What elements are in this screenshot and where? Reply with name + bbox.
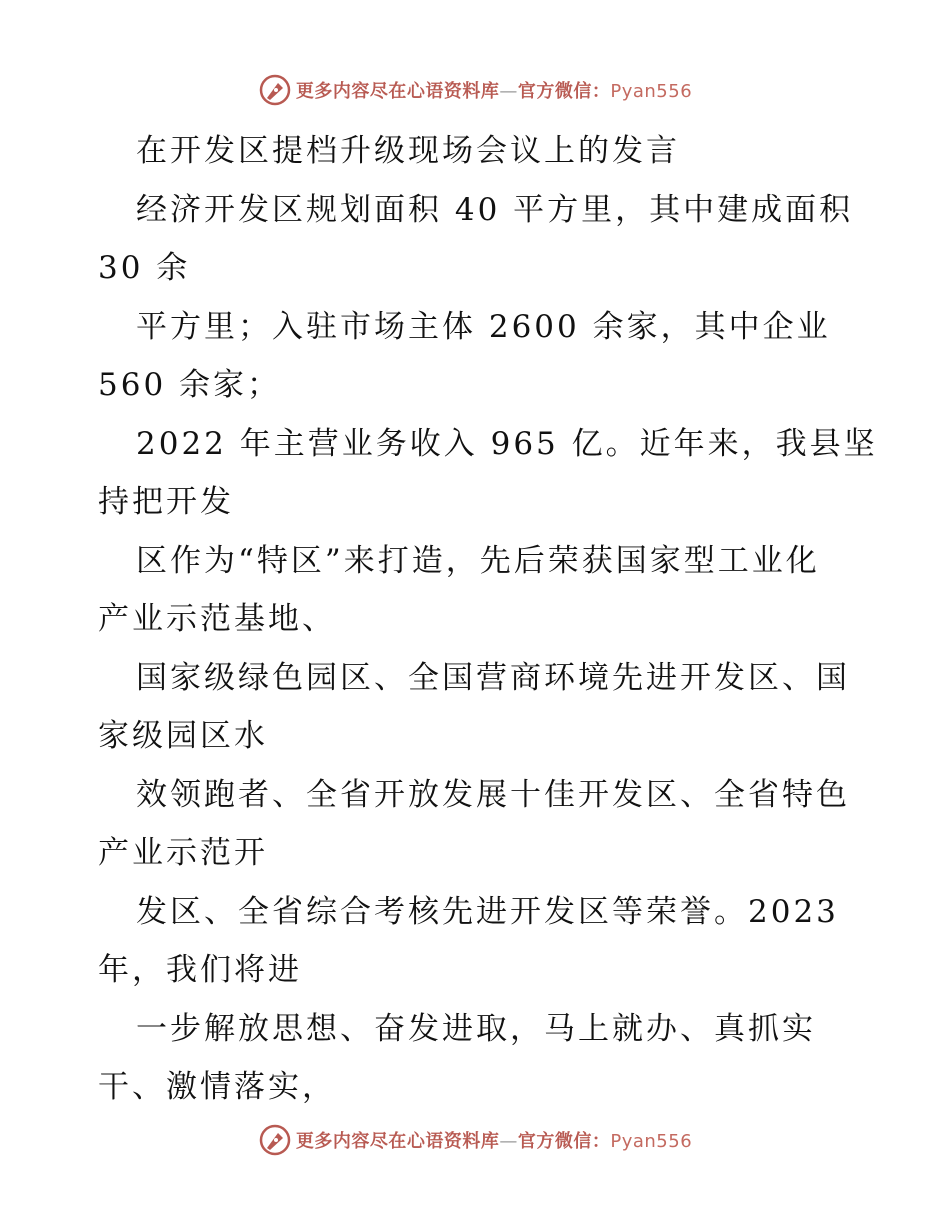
paragraph-line: 2022 年主营业务收入 965 亿。近年来，我县坚 xyxy=(136,425,878,462)
document-title: 在开发区提档升级现场会议上的发言 xyxy=(136,133,680,169)
paragraph-line: 国家级绿色园区、全国营商环境先进开发区、国 xyxy=(136,659,850,696)
pen-nib-logo-icon xyxy=(258,73,292,107)
watermark-wechat-label: 官方微信： xyxy=(517,1131,611,1152)
watermark-dash: — xyxy=(499,1131,518,1152)
paragraph-line: 产业示范开 xyxy=(98,835,268,871)
paragraph-line: 产业示范基地、 xyxy=(98,601,336,637)
footer-watermark xyxy=(0,1120,950,1160)
pen-nib-logo-icon xyxy=(258,1123,292,1157)
watermark-text: 更多内容尽在心语资料库 xyxy=(295,81,500,102)
paragraph-line: 家级园区水 xyxy=(98,718,268,754)
paragraph-line: 干、激情落实， xyxy=(98,1069,336,1105)
header-watermark xyxy=(0,70,950,110)
watermark-text: 更多内容尽在心语资料库 xyxy=(295,1131,500,1152)
paragraph-line: 经济开发区规划面积 40 平方里，其中建成面积 xyxy=(136,191,854,228)
paragraph-line: 区作为“特区”来打造，先后荣获国家型工业化 xyxy=(136,542,820,579)
paragraph-line: 持把开发 xyxy=(98,484,234,520)
paragraph-line: 年，我们将进 xyxy=(98,952,302,988)
paragraph-line: 560 余家； xyxy=(98,367,282,403)
paragraph-line: 一步解放思想、奋发进取，马上就办、真抓实 xyxy=(136,1010,816,1047)
document-body xyxy=(98,122,878,1117)
paragraph-line: 效领跑者、全省开放发展十佳开发区、全省特色 xyxy=(136,776,850,813)
paragraph-line: 30 余 xyxy=(98,250,191,286)
watermark-wechat-id: Pyan556 xyxy=(610,1131,693,1152)
watermark-dash: — xyxy=(499,81,518,102)
watermark-wechat-label: 官方微信： xyxy=(517,81,611,102)
watermark-wechat-id: Pyan556 xyxy=(610,81,693,102)
paragraph-line: 发区、全省综合考核先进开发区等荣誉。2023 xyxy=(136,893,839,930)
paragraph-line: 平方里；入驻市场主体 2600 余家，其中企业 xyxy=(136,308,831,345)
